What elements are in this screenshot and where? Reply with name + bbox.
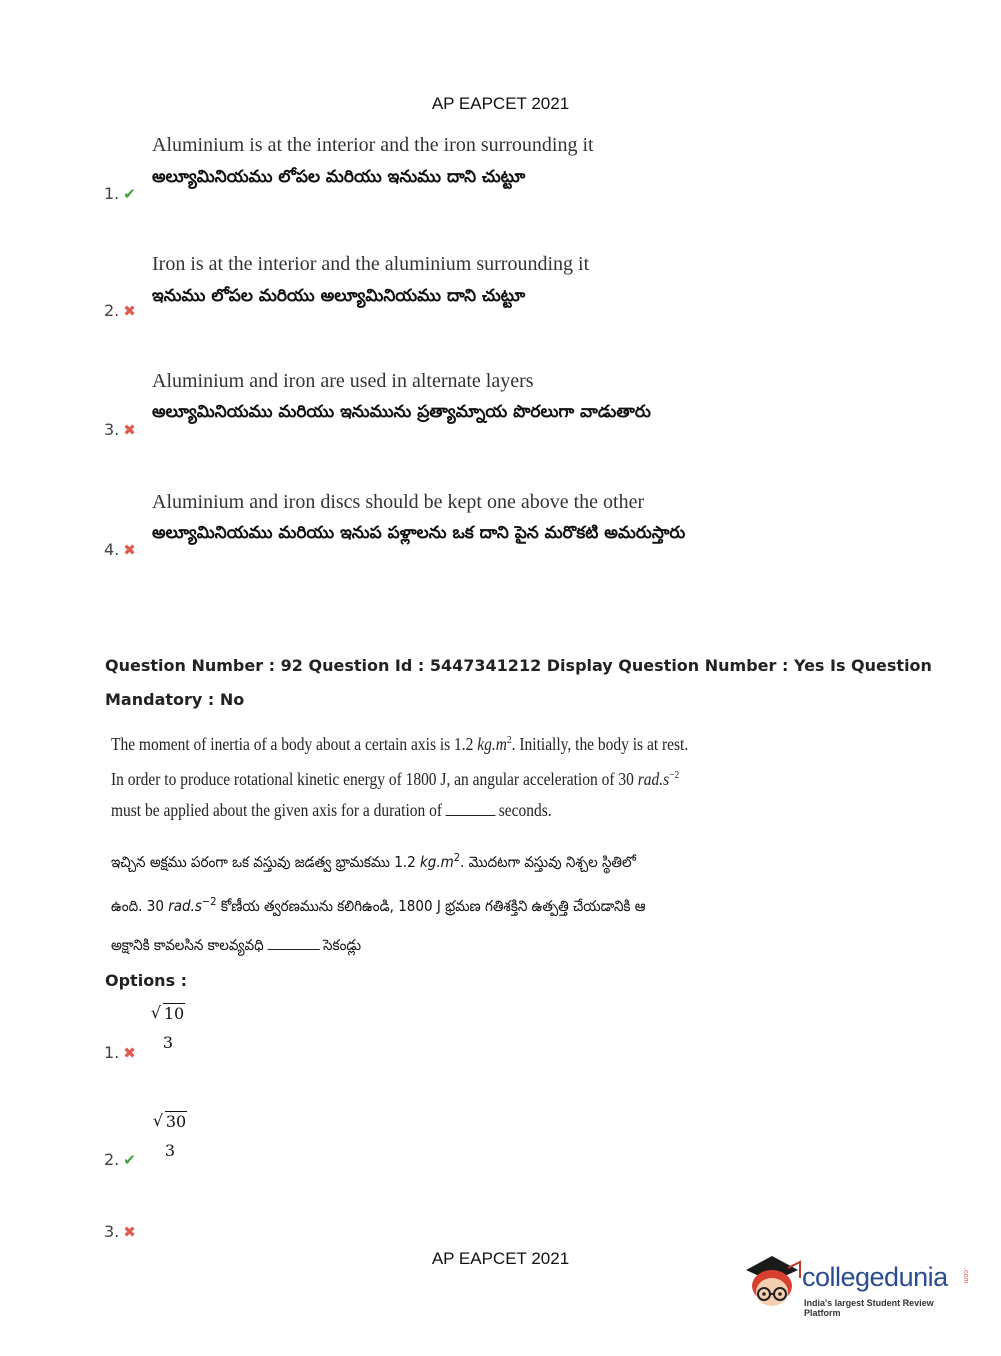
option-number-label: 4. [104,540,120,559]
option-text-te: ఇనుము లోపల మరియు అల్యూమినియము దాని చుట్టూ [152,286,526,306]
option-number [104,1222,136,1241]
question-line [111,725,689,760]
option-number [104,1150,136,1169]
cross-icon: ✖ [123,1223,136,1241]
option-text-en: Aluminium is at the interior and the iron surrounding it [152,134,594,156]
option-item [104,253,884,323]
option-item [104,1150,884,1174]
text-span: . Initially, the body is at rest. [511,734,689,754]
option-item [104,491,884,561]
option-item [104,134,884,204]
question-line [111,760,680,795]
logo-tagline: India's largest Student Review Platform [804,1298,934,1318]
logo-suffix: .com [962,1268,969,1284]
text-span: సెకండ్లు [323,936,362,954]
option-number-label: 3. [104,1222,120,1241]
option-text-en: Iron is at the interior and the aluminium surrounding it [152,253,590,275]
options-label: Options : [105,971,188,990]
exponent: 2 [453,851,461,864]
check-icon: ✔ [123,1151,136,1169]
text-span: The moment of inertia of a body about a certain axis is 1.2 [111,734,478,754]
text-span: In order to produce rotational kinetic energy of 1800 J, an angular acceleration of 30 [111,769,638,789]
page-footer: AP EAPCET 2021 [431,1249,570,1268]
question-meta-line1: Question Number : 92 Question Id : 5447341212 Display Question Number : Yes Is Question [105,656,932,675]
option-number-label: 1. [104,184,120,203]
text-span: seconds. [498,800,552,820]
option-text-te: అల్యూమినియము మరియు ఇనుమును ప్రత్యామ్నాయ పొరలుగా వాడుతారు [152,402,651,422]
option-item [104,1043,884,1067]
radical [153,1112,187,1131]
option-number-label: 2. [104,301,120,320]
option-number [104,540,136,559]
logo-wordmark: collegedunia [802,1262,948,1292]
check-icon: ✔ [123,185,136,203]
sqrt-icon: √ [150,1003,162,1022]
collegedunia-logo [742,1248,972,1318]
text-span: ఉంది. 30 [111,897,169,915]
option-item [104,370,884,440]
denominator: 3 [164,1141,176,1160]
mascot-icon [742,1248,804,1318]
unit: kg.m [419,853,454,871]
option-number-label: 2. [104,1150,120,1169]
text-span: must be applied about the given axis for a duration of [111,800,443,820]
question-line [111,838,741,882]
option-text-en: Aluminium and iron are used in alternate layers [152,370,534,392]
unit: rad.s [637,769,670,789]
cross-icon: ✖ [123,1044,136,1062]
cross-icon: ✖ [123,541,136,559]
exponent: −2 [201,895,217,908]
question-line [111,926,741,965]
answer-blank [267,935,319,950]
unit: kg.m [477,734,507,754]
option-text-en: Aluminium and iron discs should be kept one above the other [152,491,645,513]
text-span: . మొదటగా వస్తువు నిశ్చల స్థితిలో [460,853,636,871]
sqrt-icon: √ [152,1111,164,1130]
option-number [104,420,136,439]
cross-icon: ✖ [123,302,136,320]
option-text-te: అల్యూమినియము లోపల మరియు ఇనుము దాని చుట్టూ [152,167,526,187]
page-header: AP EAPCET 2021 [431,94,570,113]
cross-icon: ✖ [123,421,136,439]
option-number-label: 1. [104,1043,120,1062]
text-span: అక్షానికి కావలసిన కాలవ్యవధి [111,936,264,954]
option-number-label: 3. [104,420,120,439]
unit: rad.s [168,897,202,915]
option-number [104,184,136,203]
question-text-en [111,725,689,826]
question-line [111,882,741,926]
question-meta-line2: Mandatory : No [105,690,245,709]
option-number [104,301,136,320]
option-text-te: అల్యూమినియము మరియు ఇనుప పళ్లాలను ఒక దాని పైన మరొకటి అమరుస్తారు [152,523,686,543]
exponent: −2 [669,769,680,781]
question-line [111,795,661,826]
text-span: ఇచ్చిన అక్షము పరంగా ఒక వస్తువు జడత్వ భ్రామకము 1.2 [111,853,420,871]
answer-blank [445,801,495,816]
option-item [104,1222,884,1246]
denominator: 3 [162,1033,174,1052]
option-number [104,1043,136,1062]
text-span: కోణీయ త్వరణమును కలిగిఉండి, 1800 J భ్రమణ గతిశక్తిని ఉత్పత్తి చేయడానికి ఆ [216,897,646,915]
radicand: 10 [163,1004,185,1023]
exponent: 2 [506,734,512,746]
radicand: 30 [165,1112,187,1131]
radical [151,1004,185,1023]
question-text-te [111,838,741,965]
